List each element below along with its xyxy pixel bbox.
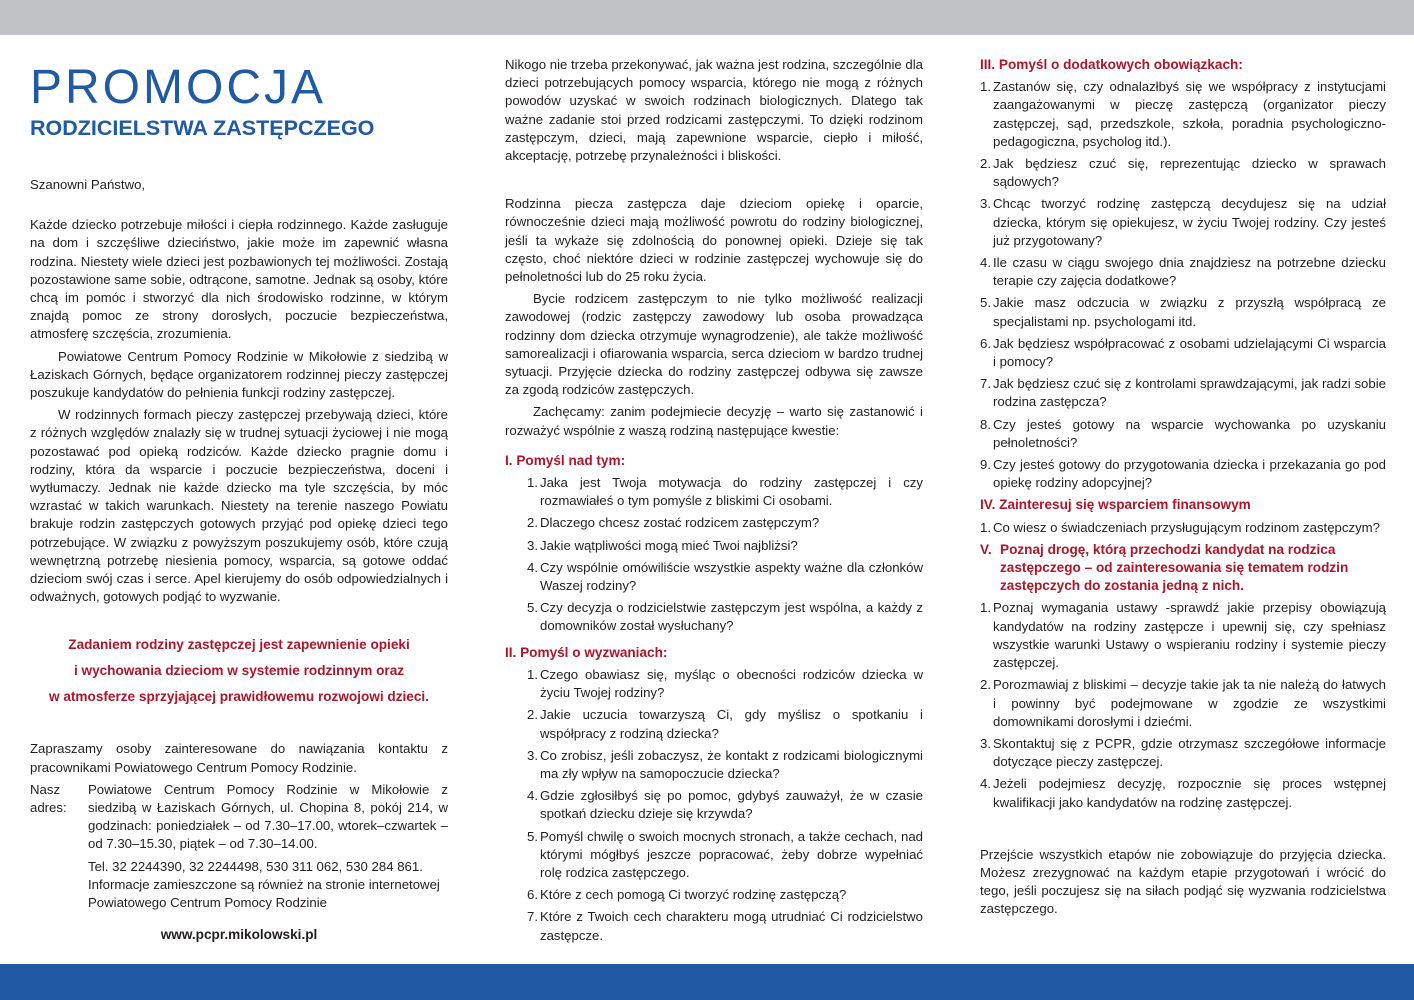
list-item: 4. Jeżeli podejmiesz decyzję, rozpocznie się proces wstępnej kwalifikacji jako kandydatów na rodzinę zastępczej.: [980, 776, 1386, 810]
mission-line: Zadaniem rodziny zastępczej jest zapewnienie opieki: [68, 637, 410, 653]
paragraph: Bycie rodzicem zastępczym to nie tylko możliwość realizacji zawodowej (rodzic zastępczy zawodowy lub osoba prowadząca rodzinny dom dziecka otrzymuje wynagrodzenie), ale także możliwość samorealizacji i ofiarowania wsparcia, serca dzieciom w bardzo trudnej sytuacji. Przyjęcie dziecka do rodziny zastępczej odbywa się zawsze za zgodą rodziców zastępczych.: [505, 291, 923, 398]
title-subtitle: RODZICIELSTWA ZASTĘPCZEGO: [30, 116, 375, 140]
list-item: 3. Co zrobisz, jeśli zobaczysz, że kontakt z rodzicami biologicznymi ma zły wpływ na samopoczucie dziecka?: [527, 747, 923, 781]
list-item: 2. Jak będziesz czuć się, reprezentując dziecko w sprawach sądowych?: [980, 156, 1386, 190]
list-item: 6. Które z cech pomogą Ci tworzyć rodzinę zastępczą?: [527, 887, 847, 903]
list-item: 1. Zastanów się, czy odnalazłbyś się we współpracy z instytucjami zaangażowanymi w pieczę zastępczą (organizator pieczy zastępczej, sąd, przedszkole, szkoła, poradnia psychologiczno-pedagogiczna, psycholog itd.).: [980, 79, 1386, 149]
list-item: 7. Jak będziesz czuć się z kontrolami sprawdzającymi, jak radzi sobie rodzina zastępcza?: [980, 376, 1386, 410]
list-item: 5. Czy decyzja o rodzicielstwie zastępczym jest wspólna, a każdy z domowników został wysłuchany?: [527, 600, 923, 634]
mission-line: w atmosferze sprzyjającej prawidłowemu rozwojowi dzieci.: [49, 689, 429, 705]
address-text: Powiatowe Centrum Pomocy Rodzinie w Mikołowie z siedzibą w Łaziskach Górnych, ul. Chopina 8, pokój 214, w godzinach: poniedziałek – od 7.30–17.00, wtorek–czwartek – od 7.30–15.30, piątek – od 7.30–14.00.: [88, 781, 448, 852]
list-item: 1. Jaka jest Twoja motywacja do rodziny zastępczej i czy rozmawiałeś o tym pomyśle z bliskimi Ci osobami.: [527, 475, 923, 509]
list-item: 6. Jak będziesz współpracować z osobami udzielającymi Ci wsparcia i pomocy?: [980, 335, 1386, 370]
list-item: 4. Gdzie zgłosiłbyś się po pomoc, gdybyś zauważył, że w czasie spotkań dziecku dzieje się krzywda?: [527, 788, 923, 822]
section-5-heading: V. Poznaj drogę, którą przechodzi kandydat na rodzica zastępczego – od zainteresowania się tematem rodzin zastępczych do zostania jedną z nich.: [980, 541, 1349, 594]
column-left: [30, 62, 448, 945]
paragraph: Każde dziecko potrzebuje miłości i ciepła rodzinnego. Każde zasługuje na dom i szczęśliwe dzieciństwo, jakie może im zapewnić własna rodzina. Niestety wiele dzieci jest pozbawionych tej możliwości. Zostają pozostawione same sobie, odtrącone, samotne. Jednak są osoby, które chcą im pomóc i stworzyć dla nich środowisko rodzinne, w którym znajdą pomoc ze strony dorosłych, poczucie bezpieczeństwa, atmosferę szczęścia, zrozumienia.: [30, 217, 448, 342]
mission-statement: [30, 632, 448, 710]
list-item: 2. Porozmawiaj z bliskimi – decyzje takie jak ta nie należą do łatwych i powinny być podejmowane w zgodzie ze wszystkimi domownikami dorosłymi i dziećmi.: [980, 677, 1386, 729]
list-item: 3. Skontaktuj się z PCPR, gdzie otrzymasz szczegółowe informacje dotyczące pieczy zastępczej.: [980, 735, 1386, 770]
address-block: [30, 781, 448, 912]
list-item: 9. Czy jesteś gotowy do przygotowania dziecka i przekazania go pod opiekę rodziny adopcyjnej?: [980, 457, 1386, 491]
title-promocja: PROMOCJA: [30, 61, 327, 114]
list-item: 1. Czego obawiasz się, myśląc o obecności rodziców dziecka w życiu Twojej rodziny?: [527, 666, 923, 701]
list-item: 2. Dlaczego chcesz zostać rodzicem zastępczym?: [527, 515, 820, 531]
section-5-list: [980, 599, 1386, 811]
section-4-heading: IV. Zainteresuj się wsparciem finansowym: [980, 497, 1251, 513]
bottom-blue-band: [0, 964, 1414, 1000]
section-2-list: [505, 666, 923, 945]
website-link[interactable]: www.pcpr.mikolowski.pl: [160, 927, 318, 943]
list-item: 5. Pomyśl chwilę o swoich mocnych stronach, a także cechach, nad którymi mógłbyś jeszcze popracować, żeby dobrze wypełniać rolę rodzica zastępczego.: [527, 828, 923, 880]
closing-paragraph: Przejście wszystkich etapów nie zobowiązuje do przyjęcia dziecka. Możesz zrezygnować na każdym etapie przygotowań i wrócić do tego, jeśli poczujesz się na siłach podjąć się wyzwania rodzicielstwa zastępczego.: [980, 846, 1386, 917]
column-middle: [505, 56, 923, 945]
phone-numbers: Tel. 32 2244390, 32 2244498, 530 311 062, 530 284 861.: [88, 858, 423, 874]
list-item: 2. Jakie uczucia towarzyszą Ci, gdy myślisz o spotkaniu i współpracy z rodziną dziecka?: [527, 707, 923, 741]
list-item: 1. Co wiesz o świadczeniach przysługującym rodzinom zastępczym?: [980, 519, 1380, 535]
section-4-list: [980, 519, 1386, 537]
section-1-heading: I. Pomyśl nad tym:: [505, 452, 626, 468]
paragraph: Nikogo nie trzeba przekonywać, jak ważna jest rodzina, szczególnie dla dzieci potrzebujących pomocy wsparcia, którego nie mogą z różnych powodów uzyskać w swoich rodzinach biologicznych. Dlatego tak ważne zadanie stoi przed rodzicami zastępczymi. To dzięki rodzinom zastępczym, dzieci, mają zapewnione wsparcie, ciepło i miłość, akceptację, potrzebę przynależności i bliskości.: [505, 57, 923, 164]
paragraph: Rodzinna piecza zastępcza daje dzieciom opiekę i oparcie, równocześnie dzieci mają możliwość powrotu do rodziny biologicznej, jeśli ta wykaże się zdolnością do ponownej opieki. Dzieje się tak często, choć niektóre dzieci w rodzinie zastępczej wychowuje się do pełnoletności lub do 25 roku życia.: [505, 196, 923, 285]
section-3-heading: III. Pomyśl o dodatkowych obowiązkach:: [980, 57, 1243, 72]
list-item: 4. Ile czasu w ciągu swojego dnia znajdziesz na potrzebne dziecku terapie czy zajęcia dodatkowe?: [980, 255, 1386, 289]
list-item: 3. Jakie wątpliwości mogą mieć Twoi najbliżsi?: [527, 537, 798, 553]
list-item: 4. Czy wspólnie omówiliście wszystkie aspekty ważne dla członków Waszej rodziny?: [527, 559, 923, 594]
website-info: Informacje zamieszczone są również na stronie internetowej Powiatowego Centrum Pomocy Rodzinie: [88, 876, 440, 911]
section-3-list: [980, 78, 1386, 492]
greeting: Szanowni Państwo,: [30, 177, 146, 192]
section-2-heading: II. Pomyśl o wyzwaniach:: [505, 644, 668, 660]
paragraph: W rodzinnych formach pieczy zastępczej przebywają dzieci, które z różnych względów znalazły się w trudnej sytuacji życiowej i nie mogą pozostawać pod opieką rodziców. Każde dziecko pragnie domu i rodziny, która da wsparcie i poczucie bezpieczeństwa, doceni i wytłumaczy. Jednak nie każde dziecko ma tyle szczęścia, by móc wzrastać w takich warunkach. Niestety na terenie naszego Powiatu brakuje rodzin zastępczych gotowych przyjąć pod opiekę dzieci tego potrzebujące. W związku z powyższym poszukujemy osób, które czują wewnętrzną potrzebę niesienia pomocy, wsparcia, są gotowe oddać dzieciom swój czas i serce. Apel kierujemy do osób odpowiedzialnych i odważnych, gotowych podjąć to wyzwanie.: [30, 407, 448, 605]
paragraph: Powiatowe Centrum Pomocy Rodzinie w Mikołowie z siedzibą w Łaziskach Górnych, będące organizatorem rodzinnej pieczy zastępczej poszukuje kandydatów do pełnienia funkcji rodziny zastępczej.: [30, 348, 448, 401]
section-1-list: [505, 474, 923, 636]
mission-line: i wychowania dzieciom w systemie rodzinnym oraz: [73, 663, 405, 679]
paragraph: Zachęcamy: zanim podejmiecie decyzję – warto się zastanowić i rozważyć wspólnie z waszą rodziną następujące kwestie:: [505, 404, 923, 438]
address-label: Nasz adres:: [30, 781, 67, 816]
invite-text: Zapraszamy osoby zainteresowane do nawiązania kontaktu z pracownikami Powiatowego Centrum Pomocy Rodzinie.: [30, 741, 448, 775]
list-item: 5. Jakie masz odczucia w związku z przyszłą współpracą ze specjalistami np. psychologami itd.: [980, 295, 1386, 329]
list-item: 3. Chcąc tworzyć rodzinę zastępczą decydujesz się na udział dziecka, którym się opiekujesz, w życiu Twojej rodziny. Czy jesteś już przygotowany?: [980, 196, 1386, 248]
list-item: 8. Czy jesteś gotowy na wsparcie wychowanka po uzyskaniu pełnoletności?: [980, 416, 1386, 450]
top-gray-band: [0, 0, 1414, 35]
list-item: 1. Poznaj wymagania ustawy -sprawdź jakie przepisy obowiązują kandydatów na rodziny zastępcze i upewnij się, czy spełniasz wszystkie warunki Ustawy o wspieraniu rodziny i systemie pieczy zastępczej.: [980, 600, 1386, 671]
list-item: 7. Które z Twoich cech charakteru mogą utrudniać Ci rodzicielstwo zastępcze.: [527, 909, 923, 943]
column-right: [980, 56, 1386, 919]
